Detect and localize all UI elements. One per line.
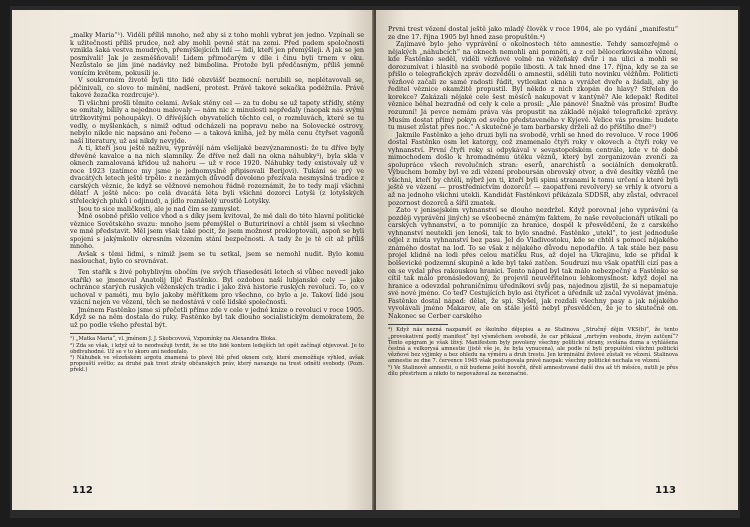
footnote: ²) Zda se však, i když už to neodvažuji tvrdit, že se tito lidé kontem ledejších let opět začínají objevovat. Je to obdivuhodné. Už se v to skoro ani nedoufalo.	[70, 342, 364, 355]
footnote-rule-right	[388, 324, 448, 325]
page-number-right: 113	[655, 485, 676, 496]
footnote: ⁴) Když nás nezná nazpaměť ze školního dějepisu a ze Stalinova „Stručný dějin VKS(b)“, že tento „provokativní podlý manifest“ byl výsměchem svobodě, že car přikázal „mrtvým svobodu, živým zatčení“? Tento epigram je však lživý. Manifestem byly povoleny všechny politické strany, svolána duma a vyhlášena čestná a velkorysá amnestie (jistě vše je, že byla vynucena), ale podle ní byli propuštěni všichni politickí vězňové bez výjimky a bez ohledu na výměru a druh trestu. Jen kriminální živlové zůstali ve vězení. Stalinova amnestie ze dne 7. července 1945 však postupovala právě naopak: všechny politické nechala ve vězení.	[388, 327, 678, 365]
right-page	[376, 10, 738, 510]
paragraph: Avšak s těmi lidmi, s nimiž jsem se tu setkal, jsem se nemohl nudit. Bylo komu naslouchat, bylo co srovnávat.	[70, 249, 364, 266]
paragraph: V soukromém životě byli tito lidé obzvlášť bezmocní: nerubili se, neplétavovali se, pěčinivali, co slovo to mínění, nadšení, protest. Právě takové sekačka podéžnila. Právě takové žezačka rozdrcuje²).	[70, 76, 364, 100]
left-page-footnotes	[70, 336, 364, 373]
left-page	[12, 10, 374, 510]
footnote-rule-left	[70, 333, 130, 334]
footnote: ¹) „Matka Maria“, vl. jménem J. J. Skobcovová, Vzpomínky na Alexandra Bloka.	[70, 336, 277, 343]
paragraph: Zajímavé bylo jeho vyprávění o okolnostech této amnestie. Tehdy samozřejmě o nějakých „náhubcích“ na oknech nemohli ani pomněti, a z cel bělocerkovského vězení, kde Fastěnko seděl, viděli vězňové volně na věžeňský dvůr i na ulici a mohli se dorozumívat i hlasitě na svobodě popile libosti. A tak hned dne 17. října, kdy se za se přišlo o telegrafických zpráv dozvěděli o amnestii, sdělili tuto novinku věžňům. Politicti vězňové začali ze samé radosti řádit, vytloukat okna a vyrážet dveře a žádali, aby je ředitel věznice okamžitě propustil. Byl někdo z nich zkopán do hlavy? Střelen do korekce? Zakázali nějaké cele šest měsíců nakupovat v kantýně? Ale kdepak! Ředitel věznice běhal bezradně od cely k cele a prosil: „Ale pánové! Snažně vás prosim! Buďte rozumní! Já pevce nemám práva vás propustit na základě nějaké telegrafické zprávy. Musím dostat přímý pokyn od svého představeného v Kyjevě. Velice vás prosim: budete tu muset zůstat přes noc.“ A skutečně je tam barbarsky drželi až do příštího dne!⁵)	[388, 40, 678, 132]
paragraph: A ti, kteří jsou ještě naživu, vyprávějí nám všelijaké bezvýznamnosti: že tu dříve byly dřevěné kavalce a na nich slamníky. Že dříve než dali na okna náhubky³), byla skla v oknech zamalovaná křídou už nahoru — už v roce 1920. Náhubky tedy existovaly už v roce 1923 (zatímco my jsme je jednomyslně připisovali Berijovi). Tukání se prý ve dvacátých letech ještě trpělo: z nezámých důvodů dovoleno přezívala nesmyslná tradice z carských věznic, že když se věžnové nemohou řádně rozeznámit, že to tedy mají všichni dělat! A ještě něco: po celá dvacátá léta byli všichni dozorci Lotyši (z lotyšských střeleckých pluků i odjinud), a jídlo roznášelý urostlé Lotyšky.	[70, 144, 364, 206]
paragraph: Jménem Fastěnko jsme si přečetli přímo zde v cele v jedné knize o revoluci v roce 1905. Když se na něm dostala do ruky. Fastěnko byl tak dlouho socialistickým demokratem, že už po podle všeho přestal být.	[70, 305, 364, 329]
paragraph: Jakmile Fastěnko a jeho druzi byli na svobodě, vrhli se hned do revoluce. V roce 1906 dostal Fastěnko osm let katorgy, což znamenalo čtyři roky v okovech a čtyři roky ve vyhnanství. První čtyři roky si odpykával v sevastopolském centrále, kde v té době mimochodem došlo k hromadnému útěku věznů, který byl zorganizován zvenčí za spolupráce všech revolučních stran: eserů, anarchistů a sociálních demokratů. Výbuchem bomby byl ve zdi vězení proboursán obrovský otvor, a dvě desítky vězňů (ne všichni, kteří by chtěli, nýbrž jen ti, kteří byli spimi stranami k tomu určení a které byli ještě ve vězení — prostřednictvím dozorců! — zaopatřeni revolvery) se vrhly k otvoru a až na jednoho všichni utekli. Kandidát Fastěnkovi přikázala SDDSR, aby zůstal, odvracel pozornost dozorců a šířil zmatek.	[388, 130, 678, 207]
paragraph: Prvni trest vězení dostal ještě jako mladý člověk v roce 1904, ale po vydání „manifestu“ ze dne 17. října 1905 byl hned zase propuštěn.⁴)	[388, 25, 678, 41]
left-page-text	[70, 32, 364, 329]
open-book	[10, 6, 740, 518]
page-number-left: 112	[72, 485, 93, 496]
footnote: ³) Náhubek ve vězeňském argotu znamená to plevé lité před oknem cely, které znemožňuje výhled, avšak propouští světlo; za druhé pak trest ztráty občanských práv, který navazuje na trest odnětí svobody. (Pozn. překl.)	[70, 354, 364, 374]
paragraph: „malky Maria“¹). Viděli příliš mnoho, než aby si z toho mohli vybrat jen jedno. Vzpínali se k užitečnosti příliš prudce, než aby mohli pevně stát na zemi. Před padem spoločnosti vznikla šaká vestva moudrých, přemýšlejících lidí — lidí, kteří jen přemýšleji. A jak se jen posmívali! Jak je zesměšňovali! Lidem přimočarým v díle i činu byli trnem v oku. Nezůstalo se jim jiné nadávky než bimbolina. Protože byli předčasným, příliš jemně vonícím květem, pokusili je.	[70, 31, 364, 77]
paragraph: Mně osobně přišlo velice vhod a s díky jsem kvitoval, že mě dali do této hlavní politické věznice Sovětského svazu: mnoho jsem přemýšlel o Buturirinoví a chtěl jsem si všechno ve mně představit. Měl jsem však také pocit, že jsem možnost prokloptovali, aspoň se byli spojeni s jakýmkoliv okresním vězením stání bezpečnosti. A tady že je tě cit až příliš mnoho.	[70, 212, 364, 251]
right-page-text	[388, 26, 678, 320]
paragraph: Jsou to sice maličkosti, ale je nad čím se zamyslet.	[78, 204, 242, 213]
paragraph: Ti všichni prošli těmito celami. Avšak stěny cel — za tu dobu se už tapety střídly, stěny se omítaly, bílily a nejednou malovaly — nám nic z minulosti nepředaly (naopak nás svými útržkovitými pohoupáky). O dřívějších obyvatelích těchto cel, o rozmluvách, které se tu vedly, o myšlenkách, s nimiž odtud odcházeli na popravu nebo na Solovecké ostrovy, nebylo nikde nic napsáno ani řečeno — a taková kniha, jež by měla cenu čtyřset vagonů naší literatury, už asi nikdy nevyjde.	[70, 98, 364, 145]
right-page-footnotes	[388, 327, 678, 377]
paragraph: Ten stařík s živé pohyblivým obočím (ve svých třiasedesáti letech si vůbec nevedl jako stařík) se jmenoval Anatolij Iljič Fastěnko. Byl ozdobou naší lubjanské cely — jako ochránce starých ruských věženských tradic i jako živá historie ruských revolucí. To, co v uchoval v paměti, mu bylo jakoby měřítkem pro všechno, co bylo a je. Takoví lidé jsou vzácní nejen ve vězení, těch se nedostává v celé lidské společnosti.	[70, 267, 364, 307]
paragraph: Zato v jenisejském vyhnanství se dlouho nezdržel. Když porovnal jeho vyprávění (a později vyprávění jiných) se všeobecně známým faktem, že naše revolucionáři utíkali po carských vyhnanství, a to pomnijíc za hranice, dospěl k přesvědčení, že z carského vyhnanství neutekli jen lenoši, tak to bylo snadné. Fastěnko „utekl“, to jest jednoduše odjel z místa vyhnanství bez pasu. Jel do Vladivostoku, kde se chtěl s pomocí nějakého známého dostat na loď. To se však z nějakého důvodu nepodařilo. A tak stále bez pasu projel klidně na lodi přes celou matičku Rus, až dojel na Ukrajinu, kde se přidal k bolševické podzemní skupině a kde byl také zatčen. Soudruzi mu však opatřili cizí pas a on se vydal přes rakouskou hranici. Tento nápad byl tak málo nebezpečný a Fastěnko se cítil tak málo pronásledovaný, že projevil neuvěřitelnou lehkomyslnost: když dojel na hranice a odevzdal pohraničnímu úředníkovi svůj pas, najednou zjistil, že si nepamatuje své nové jméno. Co teď? Cestujících bylo asi čtyřicet a úředník už začal vyvolávat jména. Fastěnko dostal nápad: dělat, že spi. Slyšel, jak rozdali všechny pasy a jak nějakého vyvolávali jméno Makarov, ale on stále ještě nebyl přesvědčen, že je to skutečně on. Nakonec se Cerber carského	[388, 206, 678, 320]
footnote: ⁵) Ve Stalinově amnestii, o níž budeme ještě hovořit, dřelí amnestované další dva až tři měsíce, nutili je přes dílu přestrhum a nikdo to nepovažoval za neoznačné.	[388, 364, 678, 377]
